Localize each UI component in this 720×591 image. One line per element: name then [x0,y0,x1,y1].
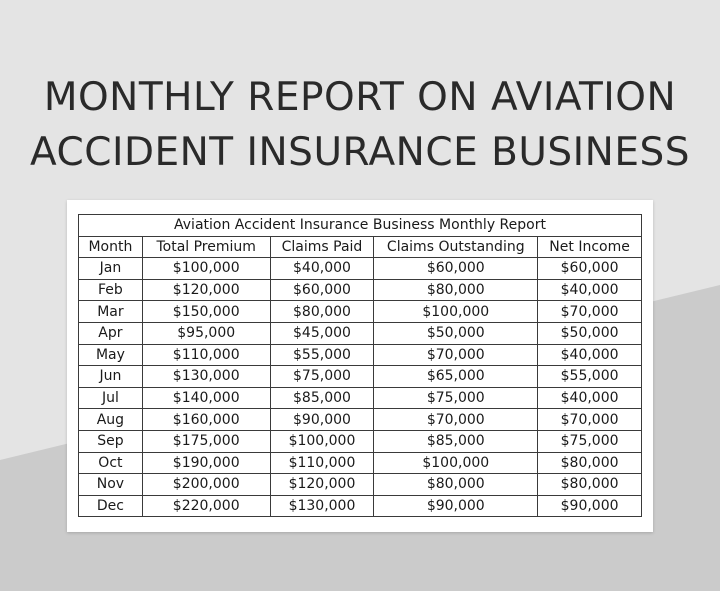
cell-month: Jul [79,387,143,409]
header-net-income: Net Income [538,236,642,258]
cell-claims-paid: $100,000 [270,430,374,452]
table-body [79,258,642,517]
cell-net-income: $70,000 [538,409,642,431]
cell-month: Jun [79,366,143,388]
table-row [79,430,642,452]
cell-month: May [79,344,143,366]
cell-total-premium: $160,000 [142,409,270,431]
cell-claims-outstanding: $80,000 [374,279,538,301]
cell-month: Jan [79,258,143,280]
table-row [79,344,642,366]
cell-claims-paid: $85,000 [270,387,374,409]
cell-month: Feb [79,279,143,301]
cell-claims-outstanding: $70,000 [374,409,538,431]
page-title-line-1: MONTHLY REPORT ON AVIATION [43,75,677,120]
cell-total-premium: $150,000 [142,301,270,323]
spreadsheet-sheet [67,200,653,532]
cell-claims-paid: $40,000 [270,258,374,280]
cell-claims-outstanding: $75,000 [374,387,538,409]
cell-net-income: $40,000 [538,344,642,366]
cell-net-income: $60,000 [538,258,642,280]
cell-net-income: $50,000 [538,322,642,344]
cell-net-income: $75,000 [538,430,642,452]
cell-claims-paid: $80,000 [270,301,374,323]
cell-month: Dec [79,495,143,517]
cell-claims-outstanding: $80,000 [374,474,538,496]
table-row [79,301,642,323]
header-row [79,236,642,258]
cell-total-premium: $190,000 [142,452,270,474]
cell-total-premium: $175,000 [142,430,270,452]
header-claims-outstanding: Claims Outstanding [374,236,538,258]
cell-claims-paid: $75,000 [270,366,374,388]
header-month: Month [79,236,143,258]
cell-claims-outstanding: $50,000 [374,322,538,344]
cell-month: Nov [79,474,143,496]
header-claims-paid: Claims Paid [270,236,374,258]
cell-month: Oct [79,452,143,474]
table-caption: Aviation Accident Insurance Business Monthly Report [79,215,642,237]
caption-row [79,215,642,237]
cell-total-premium: $110,000 [142,344,270,366]
header-total-premium: Total Premium [142,236,270,258]
page-title-line-2: ACCIDENT INSURANCE BUSINESS [29,130,691,175]
cell-claims-outstanding: $60,000 [374,258,538,280]
cell-net-income: $40,000 [538,279,642,301]
table-row [79,279,642,301]
table-row [79,452,642,474]
cell-claims-outstanding: $65,000 [374,366,538,388]
cell-month: Mar [79,301,143,323]
cell-month: Sep [79,430,143,452]
cell-claims-outstanding: $100,000 [374,301,538,323]
cell-month: Aug [79,409,143,431]
cell-total-premium: $140,000 [142,387,270,409]
cell-total-premium: $120,000 [142,279,270,301]
cell-total-premium: $100,000 [142,258,270,280]
table-row [79,322,642,344]
cell-claims-paid: $45,000 [270,322,374,344]
cell-claims-paid: $120,000 [270,474,374,496]
cell-net-income: $90,000 [538,495,642,517]
cell-claims-paid: $110,000 [270,452,374,474]
cell-net-income: $70,000 [538,301,642,323]
cell-total-premium: $130,000 [142,366,270,388]
cell-claims-outstanding: $100,000 [374,452,538,474]
cell-total-premium: $200,000 [142,474,270,496]
table-row [79,387,642,409]
table-row [79,409,642,431]
cell-net-income: $80,000 [538,452,642,474]
cell-claims-paid: $130,000 [270,495,374,517]
cell-claims-outstanding: $70,000 [374,344,538,366]
cell-claims-paid: $90,000 [270,409,374,431]
table-row [79,366,642,388]
cell-total-premium: $95,000 [142,322,270,344]
table-row [79,495,642,517]
cell-net-income: $40,000 [538,387,642,409]
cell-total-premium: $220,000 [142,495,270,517]
report-table [78,214,642,517]
cell-claims-outstanding: $90,000 [374,495,538,517]
cell-claims-paid: $60,000 [270,279,374,301]
table-row [79,474,642,496]
cell-net-income: $80,000 [538,474,642,496]
cell-claims-outstanding: $85,000 [374,430,538,452]
cell-month: Apr [79,322,143,344]
cell-net-income: $55,000 [538,366,642,388]
table-row [79,258,642,280]
page-title [0,70,720,180]
cell-claims-paid: $55,000 [270,344,374,366]
